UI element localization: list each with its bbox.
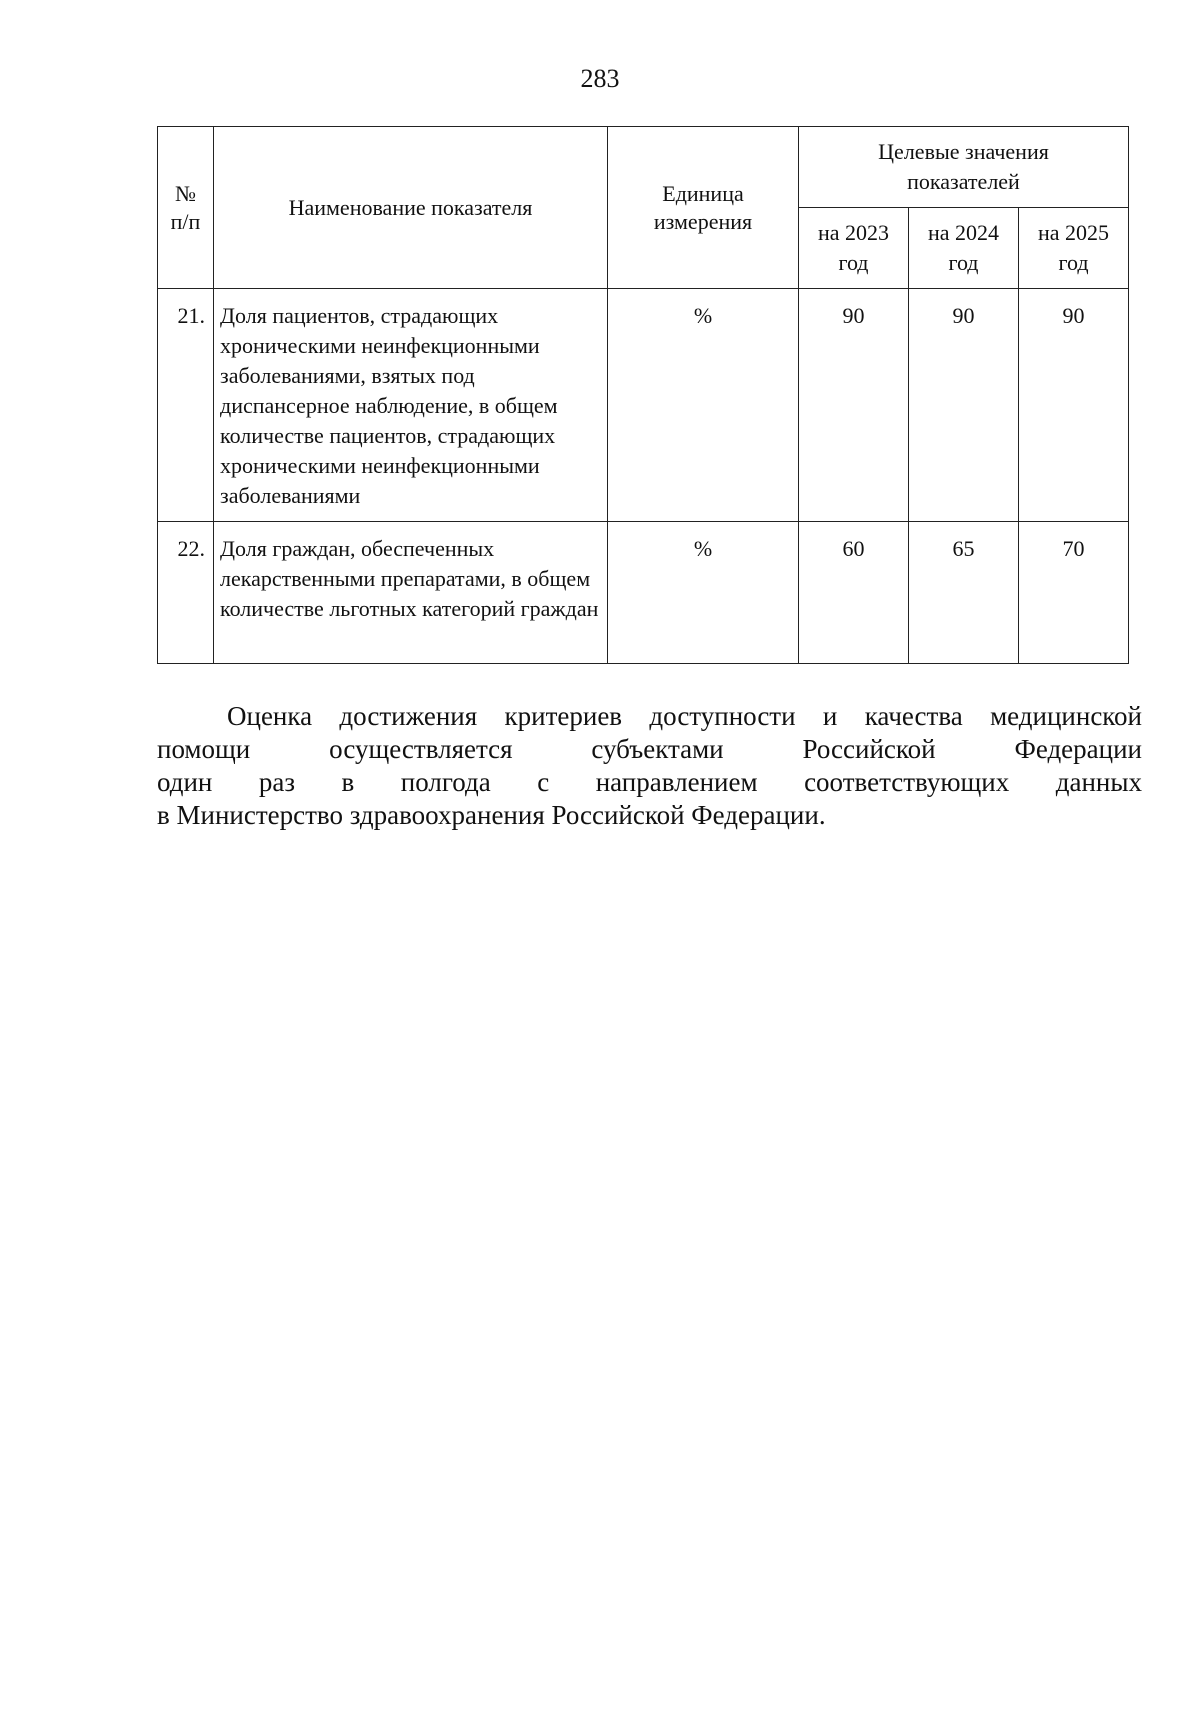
row-value-2024: 90 [909,289,1019,522]
row-value-2023: 60 [799,522,909,664]
header-target-values: Целевые значения показателей [799,127,1129,208]
paragraph-line: помощи осуществляется субъектами Российской Федерации [157,734,1142,764]
row-number: 21. [158,289,214,522]
row-indicator-name: Доля граждан, обеспеченных лекарственными препаратами, в общем количестве льготных категорий граждан [214,522,608,664]
assessment-paragraph [157,700,1142,832]
table-header-row [158,127,1129,208]
header-indicator-name: Наименование показателя [214,127,608,289]
header-unit: Единица измерения [608,127,799,289]
header-year-2024: на 2024 год [909,208,1019,289]
row-unit: % [608,289,799,522]
header-year-2025: на 2025 год [1019,208,1129,289]
paragraph-line: один раз в полгода с направлением соответствующих данных [157,767,1142,797]
indicators-table-wrapper [157,126,1128,664]
row-value-2025: 70 [1019,522,1129,664]
indicators-table [157,126,1129,664]
row-value-2025: 90 [1019,289,1129,522]
row-unit: % [608,522,799,664]
table-row [158,289,1129,522]
table-row [158,522,1129,664]
paragraph-line: в Министерство здравоохранения Российской Федерации. [157,800,826,830]
paragraph-line: Оценка достижения критериев доступности и качества медицинской [227,701,1142,731]
row-value-2024: 65 [909,522,1019,664]
header-year-2023: на 2023 год [799,208,909,289]
row-value-2023: 90 [799,289,909,522]
row-indicator-name: Доля пациентов, страдающих хроническими неинфекционными заболеваниями, взятых под диспансерное наблюдение, в общем количестве пациентов, страдающих хроническими неинфекционными заболеваниями [214,289,608,522]
row-number: 22. [158,522,214,664]
header-number: № п/п [158,127,214,289]
page-number: 283 [580,64,620,93]
